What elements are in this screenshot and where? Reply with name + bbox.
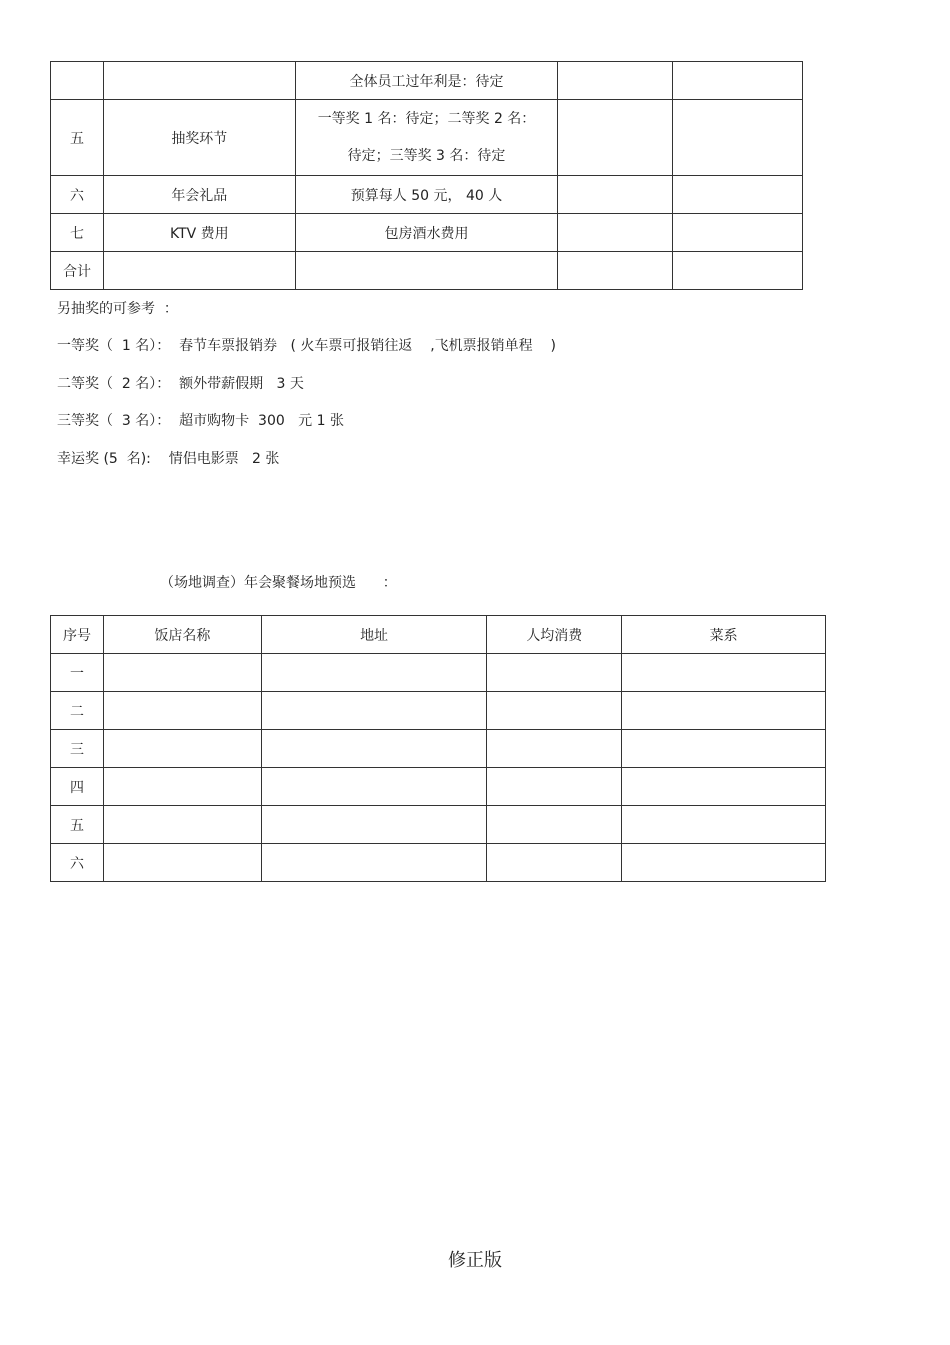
table-row [51, 654, 826, 692]
table-row [51, 176, 803, 214]
table-row [51, 730, 826, 768]
table-row [51, 692, 826, 730]
budget-table [50, 61, 803, 290]
empty-cell [622, 768, 826, 806]
row-number: 四 [51, 768, 104, 806]
table-row [51, 214, 803, 252]
row-number [51, 62, 104, 100]
row-number: 六 [51, 176, 104, 214]
table-row [51, 844, 826, 882]
footer-text: 修正版 [448, 1250, 502, 1271]
empty-cell [673, 62, 803, 100]
table-header-row [51, 616, 826, 654]
empty-cell [558, 214, 673, 252]
header-cell-address: 地址 [261, 616, 487, 654]
row-item: KTV 费用 [103, 214, 295, 252]
empty-cell [487, 730, 622, 768]
empty-cell [261, 844, 487, 882]
empty-cell [261, 768, 487, 806]
detail-line: 待定；三等奖 3 名：待定 [347, 147, 506, 164]
table-row [51, 768, 826, 806]
empty-cell [103, 806, 261, 844]
empty-cell [103, 844, 261, 882]
empty-cell [673, 214, 803, 252]
empty-cell [487, 692, 622, 730]
row-number: 五 [51, 100, 104, 176]
row-number: 二 [51, 692, 104, 730]
table-row [51, 62, 803, 100]
row-item: 抽奖环节 [103, 100, 295, 176]
empty-cell [558, 252, 673, 290]
empty-cell [673, 176, 803, 214]
empty-cell [558, 62, 673, 100]
table-row [51, 100, 803, 176]
prize-first: 一等奖（ 1 名）： 春节车票报销券 ( 火车票可报销往返 ,飞机票报销单程 ) [57, 338, 556, 354]
prize-lucky: 幸运奖 (5 名): 情侣电影票 2 张 [57, 451, 280, 467]
empty-cell [103, 768, 261, 806]
empty-cell [622, 654, 826, 692]
row-item [103, 62, 295, 100]
empty-cell [622, 844, 826, 882]
venue-table [50, 615, 826, 882]
empty-cell [558, 100, 673, 176]
header-cell-restaurant: 饭店名称 [103, 616, 261, 654]
empty-cell [261, 692, 487, 730]
empty-cell [487, 654, 622, 692]
venue-section-title: （场地调查）年会聚餐场地预选 ： [160, 575, 397, 591]
row-number: 一 [51, 654, 104, 692]
lottery-intro: 另抽奖的可参考 ： [57, 301, 178, 317]
empty-cell [622, 692, 826, 730]
empty-cell [103, 730, 261, 768]
empty-cell [487, 768, 622, 806]
table-row-total [51, 252, 803, 290]
header-cell-cuisine: 菜系 [622, 616, 826, 654]
empty-cell [673, 252, 803, 290]
total-label: 合计 [51, 252, 104, 290]
row-detail [295, 100, 558, 176]
row-detail [295, 252, 558, 290]
row-item: 年会礼品 [103, 176, 295, 214]
empty-cell [673, 100, 803, 176]
row-detail: 全体员工过年利是：待定 [295, 62, 558, 100]
row-number: 六 [51, 844, 104, 882]
empty-cell [103, 692, 261, 730]
row-detail: 预算每人 50 元， 40 人 [295, 176, 558, 214]
row-item [103, 252, 295, 290]
empty-cell [558, 176, 673, 214]
empty-cell [261, 730, 487, 768]
empty-cell [622, 730, 826, 768]
row-number: 七 [51, 214, 104, 252]
header-cell-index: 序号 [51, 616, 104, 654]
table-row [51, 806, 826, 844]
empty-cell [261, 654, 487, 692]
header-cell-price: 人均消费 [487, 616, 622, 654]
empty-cell [622, 806, 826, 844]
prize-second: 二等奖（ 2 名）： 额外带薪假期 3 天 [57, 376, 304, 392]
empty-cell [487, 844, 622, 882]
detail-line: 一等奖 1 名：待定；二等奖 2 名： [317, 110, 536, 127]
empty-cell [103, 654, 261, 692]
row-number: 五 [51, 806, 104, 844]
row-detail: 包房酒水费用 [295, 214, 558, 252]
row-number: 三 [51, 730, 104, 768]
prize-third: 三等奖（ 3 名）： 超市购物卡 300 元 1 张 [57, 413, 344, 429]
empty-cell [261, 806, 487, 844]
empty-cell [487, 806, 622, 844]
